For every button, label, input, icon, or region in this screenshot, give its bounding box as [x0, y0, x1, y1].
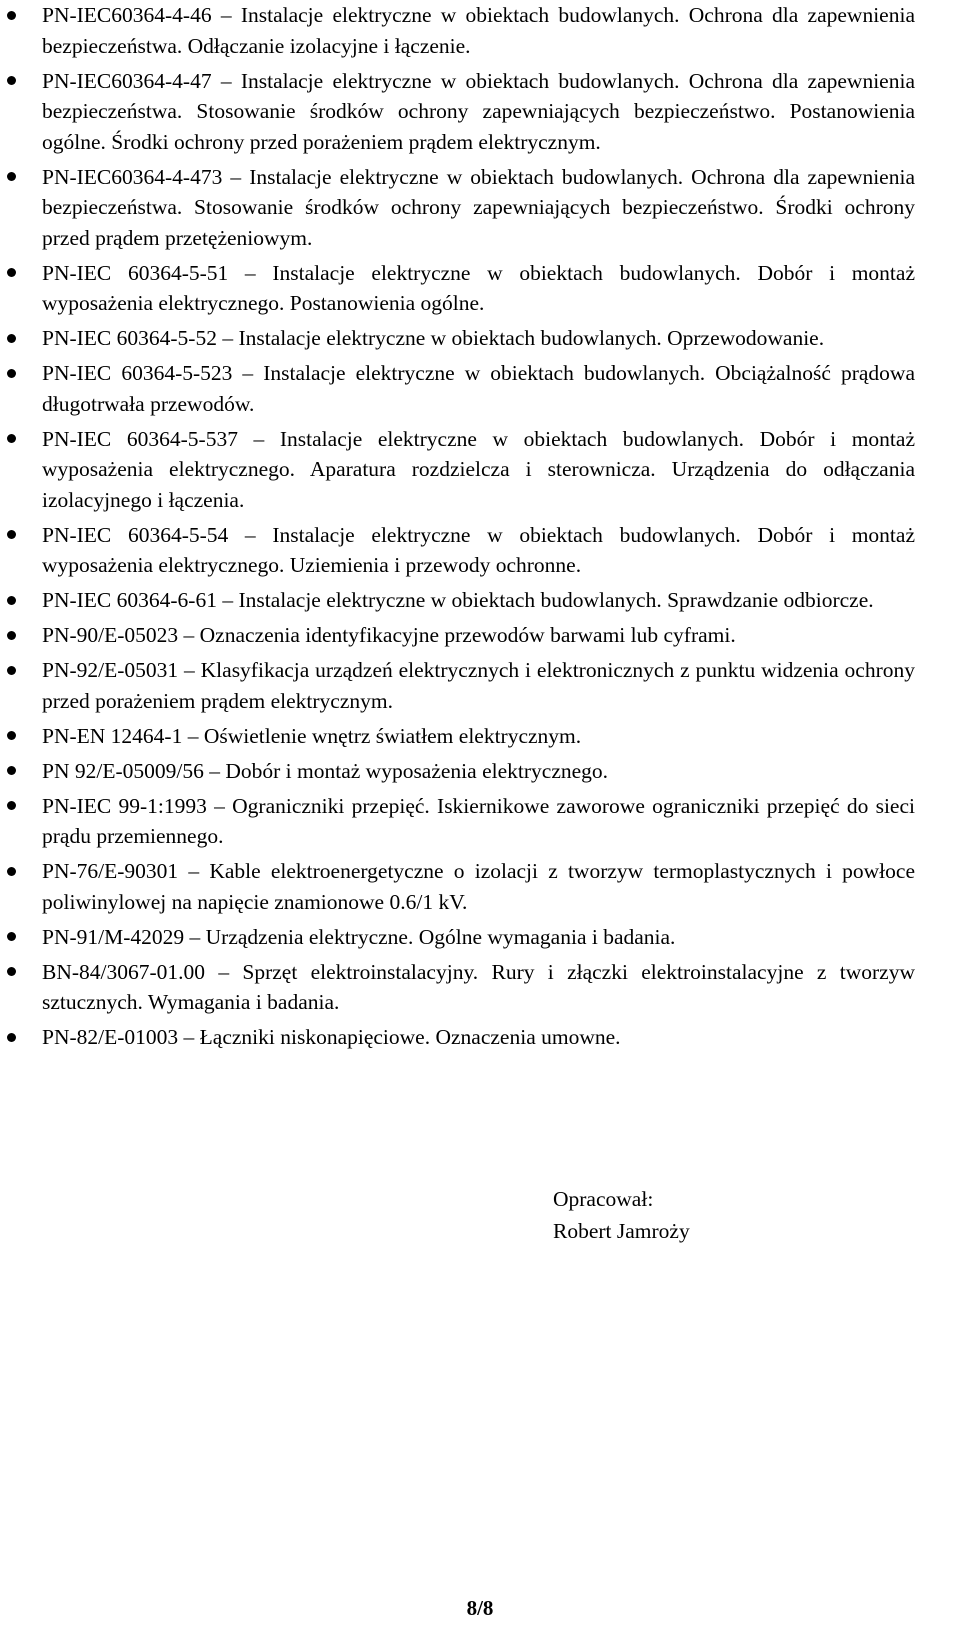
standard-list-item: [42, 655, 915, 716]
standard-text: PN-IEC 99-1:1993 – Ograniczniki przepięć. Iskiernikowe zaworowe ograniczniki przepięć do sieci prądu przemiennego.: [42, 793, 915, 848]
page-number: 8/8: [466, 1596, 494, 1620]
standard-list-item: [42, 358, 915, 419]
standard-list-item: [42, 66, 915, 158]
standard-list-item: [42, 585, 915, 616]
bullet-icon: [7, 731, 16, 740]
standard-list-item: [42, 791, 915, 852]
signature-name: Robert Jamroży: [553, 1219, 690, 1243]
bullet-icon: [7, 1033, 16, 1042]
standard-list-item: [42, 756, 915, 787]
standard-text: PN-IEC 60364-5-51 – Instalacje elektryczne w obiektach budowlanych. Dobór i montaż wyposażenia elektrycznego. Postanowienia ogólne.: [42, 260, 915, 315]
standards-list: [42, 0, 915, 1057]
standard-text: PN-IEC60364-4-47 – Instalacje elektryczne w obiektach budowlanych. Ochrona dla zapewnienia bezpieczeństwa. Stosowanie środków ochrony zapewniających bezpieczeństwo. Postanowienia ogólne. Środki ochrony przed porażeniem prądem elektrycznym.: [42, 68, 915, 154]
standard-text: BN-84/3067-01.00 – Sprzęt elektroinstalacyjny. Rury i złączki elektroinstalacyjne z tworzyw sztucznych. Wymagania i badania.: [42, 959, 915, 1014]
standard-text: PN-EN 12464-1 – Oświetlenie wnętrz światłem elektrycznym.: [42, 723, 582, 748]
standard-text: PN-IEC 60364-6-61 – Instalacje elektryczne w obiektach budowlanych. Sprawdzanie odbiorcze.: [42, 588, 874, 612]
bullet-icon: [7, 596, 16, 605]
standard-list-item: [42, 520, 915, 581]
standard-list-item: [42, 721, 915, 752]
bullet-icon: [7, 268, 16, 277]
bullet-icon: [7, 631, 16, 640]
standard-text: PN-IEC 60364-5-52 – Instalacje elektryczne w obiektach budowlanych. Oprzewodowanie.: [42, 326, 825, 350]
standard-list-item: [42, 1022, 915, 1053]
standard-text: PN-IEC60364-4-46 – Instalacje elektryczne w obiektach budowlanych. Ochrona dla zapewnienia bezpieczeństwa. Odłączanie izolacyjne i łączenie.: [42, 3, 915, 58]
bullet-icon: [7, 172, 16, 181]
signature-label: Opracował:: [553, 1187, 654, 1211]
bullet-icon: [7, 867, 16, 876]
standard-text: PN 92/E-05009/56 – Dobór i montaż wyposażenia elektrycznego.: [42, 758, 609, 783]
standard-text: PN-82/E-01003 – Łączniki niskonapięciowe. Oznaczenia umowne.: [42, 1025, 621, 1049]
bullet-icon: [7, 434, 16, 443]
standard-list-item: [42, 424, 915, 516]
bullet-icon: [7, 11, 16, 20]
bullet-icon: [7, 666, 16, 675]
standard-list-item: [42, 856, 915, 917]
standard-text: PN-90/E-05023 – Oznaczenia identyfikacyjne przewodów barwami lub cyframi.: [42, 623, 736, 647]
standard-list-item: [42, 957, 915, 1018]
bullet-icon: [7, 967, 16, 976]
standard-text: PN-76/E-90301 – Kable elektroenergetyczne o izolacji z tworzyw termoplastycznych i powłoce poliwinylowej na napięcie znamionowe 0.6/1 kV.: [42, 859, 915, 914]
signature-block: [553, 1183, 690, 1247]
bullet-icon: [7, 369, 16, 378]
bullet-icon: [7, 76, 16, 85]
standard-list-item: [42, 258, 915, 319]
bullet-icon: [7, 334, 16, 343]
standard-text: PN-IEC 60364-5-523 – Instalacje elektryczne w obiektach budowlanych. Obciążalność prądowa długotrwała przewodów.: [42, 361, 915, 416]
standard-text: PN-IEC 60364-5-537 – Instalacje elektryczne w obiektach budowlanych. Dobór i montaż wyposażenia elektrycznego. Aparatura rozdzielcza i sterownicza. Urządzenia do odłączania izolacyjnego i łączenia.: [42, 426, 915, 512]
bullet-icon: [7, 530, 16, 539]
standard-list-item: [42, 620, 915, 651]
standard-text: PN-92/E-05031 – Klasyfikacja urządzeń elektrycznych i elektronicznych z punktu widzenia ochrony przed porażeniem prądem elektrycznym.: [42, 658, 915, 713]
bullet-icon: [7, 766, 16, 775]
standard-list-item: [42, 0, 915, 61]
standard-text: PN-IEC 60364-5-54 – Instalacje elektryczne w obiektach budowlanych. Dobór i montaż wyposażenia elektrycznego. Uziemienia i przewody ochronne.: [42, 522, 915, 577]
standard-list-item: [42, 922, 915, 953]
standard-text: PN-IEC60364-4-473 – Instalacje elektryczne w obiektach budowlanych. Ochrona dla zapewnienia bezpieczeństwa. Stosowanie środków ochrony zapewniających bezpieczeństwo. Środki ochrony przed prądem przetężeniowym.: [42, 164, 915, 250]
standard-list-item: [42, 162, 915, 254]
bullet-icon: [7, 932, 16, 941]
bullet-icon: [7, 801, 16, 810]
standard-text: PN-91/M-42029 – Urządzenia elektryczne. Ogólne wymagania i badania.: [42, 924, 676, 949]
standard-list-item: [42, 323, 915, 354]
